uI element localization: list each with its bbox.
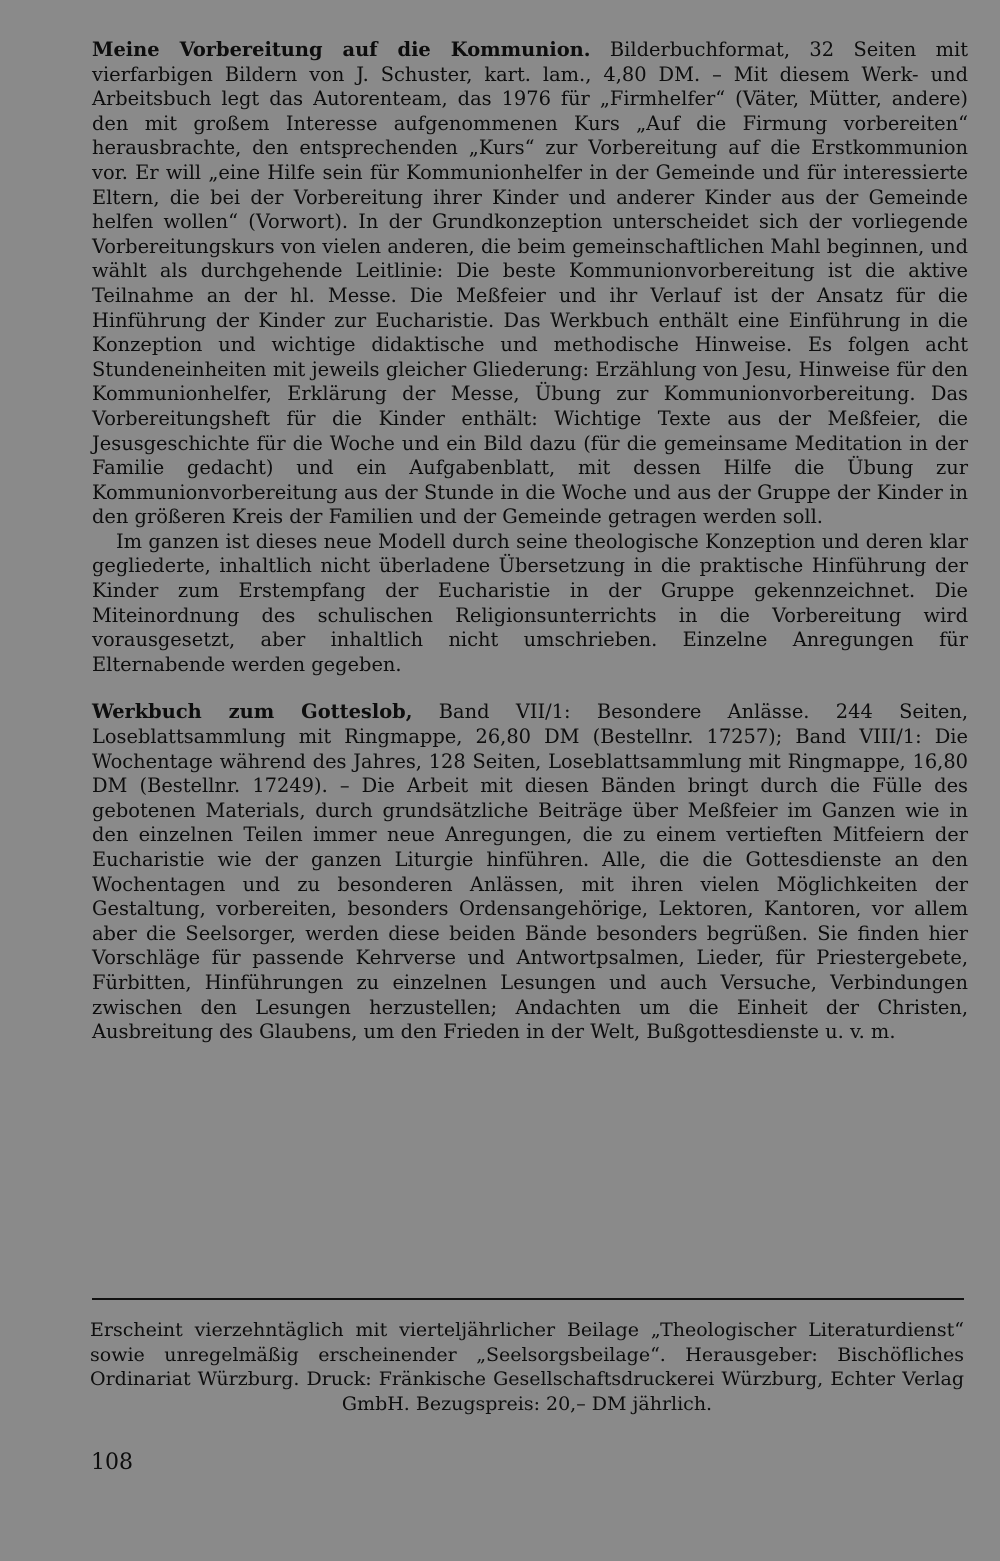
review-meine-vorbereitung-continued	[92, 530, 968, 678]
review-werkbuch-gotteslob	[92, 700, 968, 1044]
review-title: Meine Vorbereitung auf die Kommunion.	[92, 38, 591, 61]
review-meine-vorbereitung	[92, 38, 968, 530]
footer-divider	[92, 1298, 964, 1300]
page-number: 108	[91, 1450, 133, 1475]
review-body: Bilderbuchformat, 32 Seiten mit vierfarbigen Bildern von J. Schuster, kart. lam., 4,80 DM. – Mit diesem Werk- und Arbeitsbuch legt das Autorenteam, das 1976 für „Firmhelfer“ (Väter, Mütter, andere) den mit großem Interesse aufgenommenen Kurs „Auf die Firmung vorbereiten“ herausbrachte, den entsprechenden „Kurs“ zur Vorbereitung auf die Erstkommunion vor. Er will „eine Hilfe sein für Kommunionhelfer in der Gemeinde und für interessierte Eltern, die bei der Vorbereitung ihrer Kinder und anderer Kinder aus der Gemeinde helfen wollen“ (Vorwort). In der Grundkonzeption unterscheidet sich der vorliegende Vorbereitungskurs von vielen anderen, die beim gemeinschaftlichen Mahl beginnen, und wählt als durchgehende Leitlinie: Die beste Kommunionvorbereitung ist die aktive Teilnahme an der hl. Messe. Die Meßfeier und ihr Verlauf ist der Ansatz für die Hinführung der Kinder zur Eucharistie. Das Werkbuch enthält eine Einführung in die Konzeption und wichtige didaktische und methodische Hinweise. Es folgen acht Stundeneinheiten mit jeweils gleicher Gliederung: Erzählung von Jesu, Hinweise für den Kommunionhelfer, Erklärung der Messe, Übung zur Kommunionvorbereitung. Das Vorbereitungsheft für die Kinder enthält: Wichtige Texte aus der Meßfeier, die Jesusgeschichte für die Woche und ein Bild dazu (für die gemeinsame Meditation in der Familie gedacht) und ein Aufgabenblatt, mit dessen Hilfe die Übung zur Kommunionvorbereitung aus der Stunde in die Woche und aus der Gruppe der Kinder in den größeren Kreis der Familien und der Gemeinde getragen werden soll.	[92, 38, 968, 529]
publication-footer: Erscheint vierzehntäglich mit vierteljährlicher Beilage „Theologischer Literaturdienst“ sowie unregelmäßig erscheinender „Seelsorgsbeilage“. Herausgeber: Bischöfliches Ordinariat Würzburg. Druck: Fränkische Gesellschaftsdruckerei Würzburg, Echter Verlag GmbH. Bezugspreis: 20,– DM jährlich.	[90, 1319, 964, 1415]
page-content	[92, 38, 968, 1045]
review-body: Band VII/1: Besondere Anlässe. 244 Seiten, Loseblattsammlung mit Ringmappe, 26,80 DM (Bestellnr. 17257); Band VIII/1: Die Wochentage während des Jahres, 128 Seiten, Loseblattsammlung mit Ringmappe, 16,80 DM (Bestellnr. 17249). – Die Arbeit mit diesen Bänden bringt durch die Fülle des gebotenen Materials, durch grundsätzliche Beiträge über Meßfeier im Ganzen wie in den einzelnen Teilen immer neue Anregungen, die zu einem vertieften Mitfeiern der Eucharistie wie der ganzen Liturgie hinführen. Alle, die die Gottesdienste an den Wochentagen und zu besonderen Anlässen, mit ihren vielen Möglichkeiten der Gestaltung, vorbereiten, besonders Ordensangehörige, Lektoren, Kantoren, vor allem aber die Seelsorger, werden diese beiden Bände besonders begrüßen. Sie finden hier Vorschläge für passende Kehrverse und Antwortpsalmen, Lieder, für Priestergebete, Fürbitten, Hinführungen zu einzelnen Lesungen und auch Versuche, Verbindungen zwischen den Lesungen herzustellen; Andachten um die Einheit der Christen, Ausbreitung des Glaubens, um den Frieden in der Welt, Bußgottesdienste u. v. m.	[92, 700, 968, 1044]
review-body-continued: Im ganzen ist dieses neue Modell durch seine theologische Konzeption und deren klar gegliederte, inhaltlich nicht überladene Übersetzung in die praktische Hinführung der Kinder zum Erstempfang der Eucharistie in der Gruppe gekennzeichnet. Die Miteinordnung des schulischen Religionsunterrichts in die Vorbereitung wird vorausgesetzt, aber inhaltlich nicht umschrieben. Einzelne Anregungen für Elternabende werden gegeben.	[92, 529, 968, 676]
review-title: Werkbuch zum Gotteslob,	[92, 700, 413, 724]
